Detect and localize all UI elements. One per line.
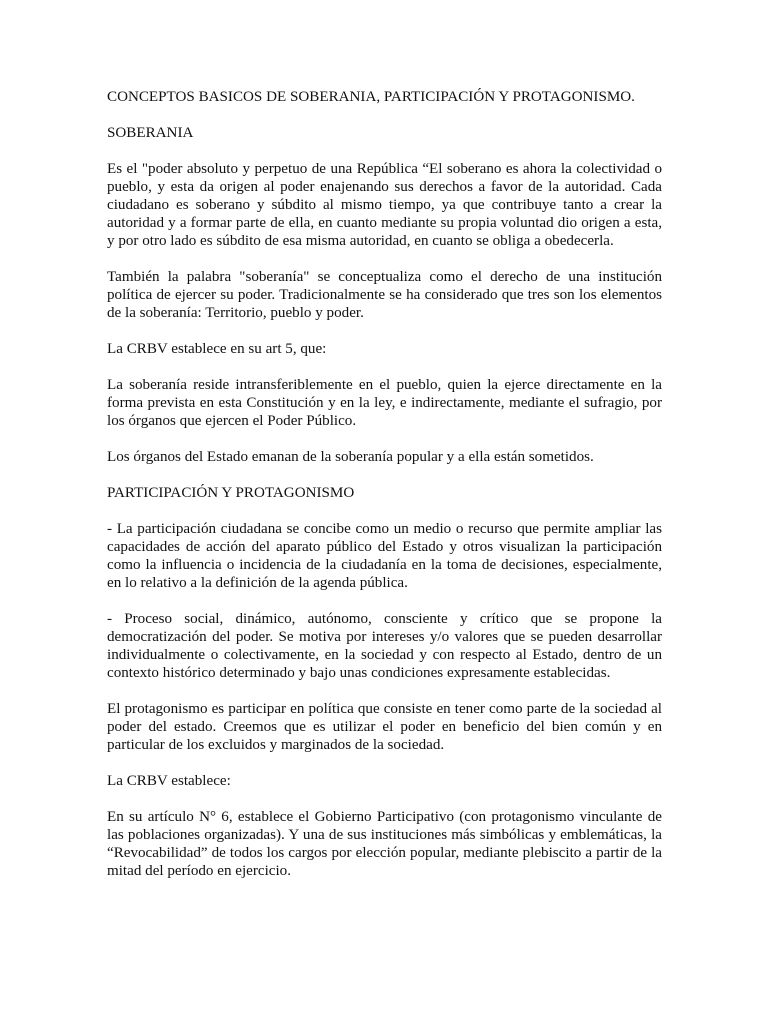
- paragraph: La CRBV establece:: [107, 773, 231, 789]
- paragraph: Es el "poder absoluto y perpetuo de una República “El soberano es ahora la colectividad o pueblo, y esta da origen al poder enajenando sus derechos a favor de la autoridad. Cada ciudadano es soberano y súbdito al mismo tiempo, ya que contribuye tanto a crear la autoridad y a formar parte de ella, en cuanto mediante su propia voluntad dio origen a esta, y por otro lado es súbdito de esa misma autoridad, en cuanto se obliga a obedecerla.: [107, 161, 662, 249]
- paragraph: El protagonismo es participar en política que consiste en tener como parte de la sociedad al poder del estado. Creemos que es utilizar el poder en beneficio del bien común y en particular de los excluidos y marginados de la sociedad.: [107, 701, 662, 753]
- paragraph: - Proceso social, dinámico, autónomo, consciente y crítico que se propone la democratización del poder. Se motiva por intereses y/o valores que se pueden desarrollar individualmente o colectivamente, en la sociedad y con respecto al Estado, dentro de un contexto histórico determinado y bajo unas condiciones expresamente establecidas.: [107, 611, 662, 681]
- document-page: [107, 88, 662, 898]
- section-heading-soberania: SOBERANIA: [107, 125, 194, 141]
- paragraph: En su artículo N° 6, establece el Gobierno Participativo (con protagonismo vinculante de las poblaciones organizadas). Y una de sus instituciones más simbólicas y emblemáticas, la “Revocabilidad” de todos los cargos por elección popular, mediante plebiscito a partir de la mitad del período en ejercicio.: [107, 809, 662, 879]
- section-heading-participacion: PARTICIPACIÓN Y PROTAGONISMO: [107, 485, 355, 501]
- paragraph: La CRBV establece en su art 5, que:: [107, 341, 327, 357]
- document-title: CONCEPTOS BASICOS DE SOBERANIA, PARTICIPACIÓN Y PROTAGONISMO.: [107, 89, 635, 105]
- paragraph: También la palabra "soberanía" se conceptualiza como el derecho de una institución política de ejercer su poder. Tradicionalmente se ha considerado que tres son los elementos de la soberanía: Territorio, pueblo y poder.: [107, 269, 662, 321]
- paragraph: La soberanía reside intransferiblemente en el pueblo, quien la ejerce directamente en la forma prevista en esta Constitución y en la ley, e indirectamente, mediante el sufragio, por los órganos que ejercen el Poder Público.: [107, 377, 662, 429]
- paragraph: Los órganos del Estado emanan de la soberanía popular y a ella están sometidos.: [107, 449, 594, 465]
- paragraph: - La participación ciudadana se concibe como un medio o recurso que permite ampliar las capacidades de acción del aparato público del Estado y otros visualizan la participación como la influencia o incidencia de la ciudadanía en la toma de decisiones, especialmente, en lo relativo a la definición de la agenda pública.: [107, 521, 662, 591]
